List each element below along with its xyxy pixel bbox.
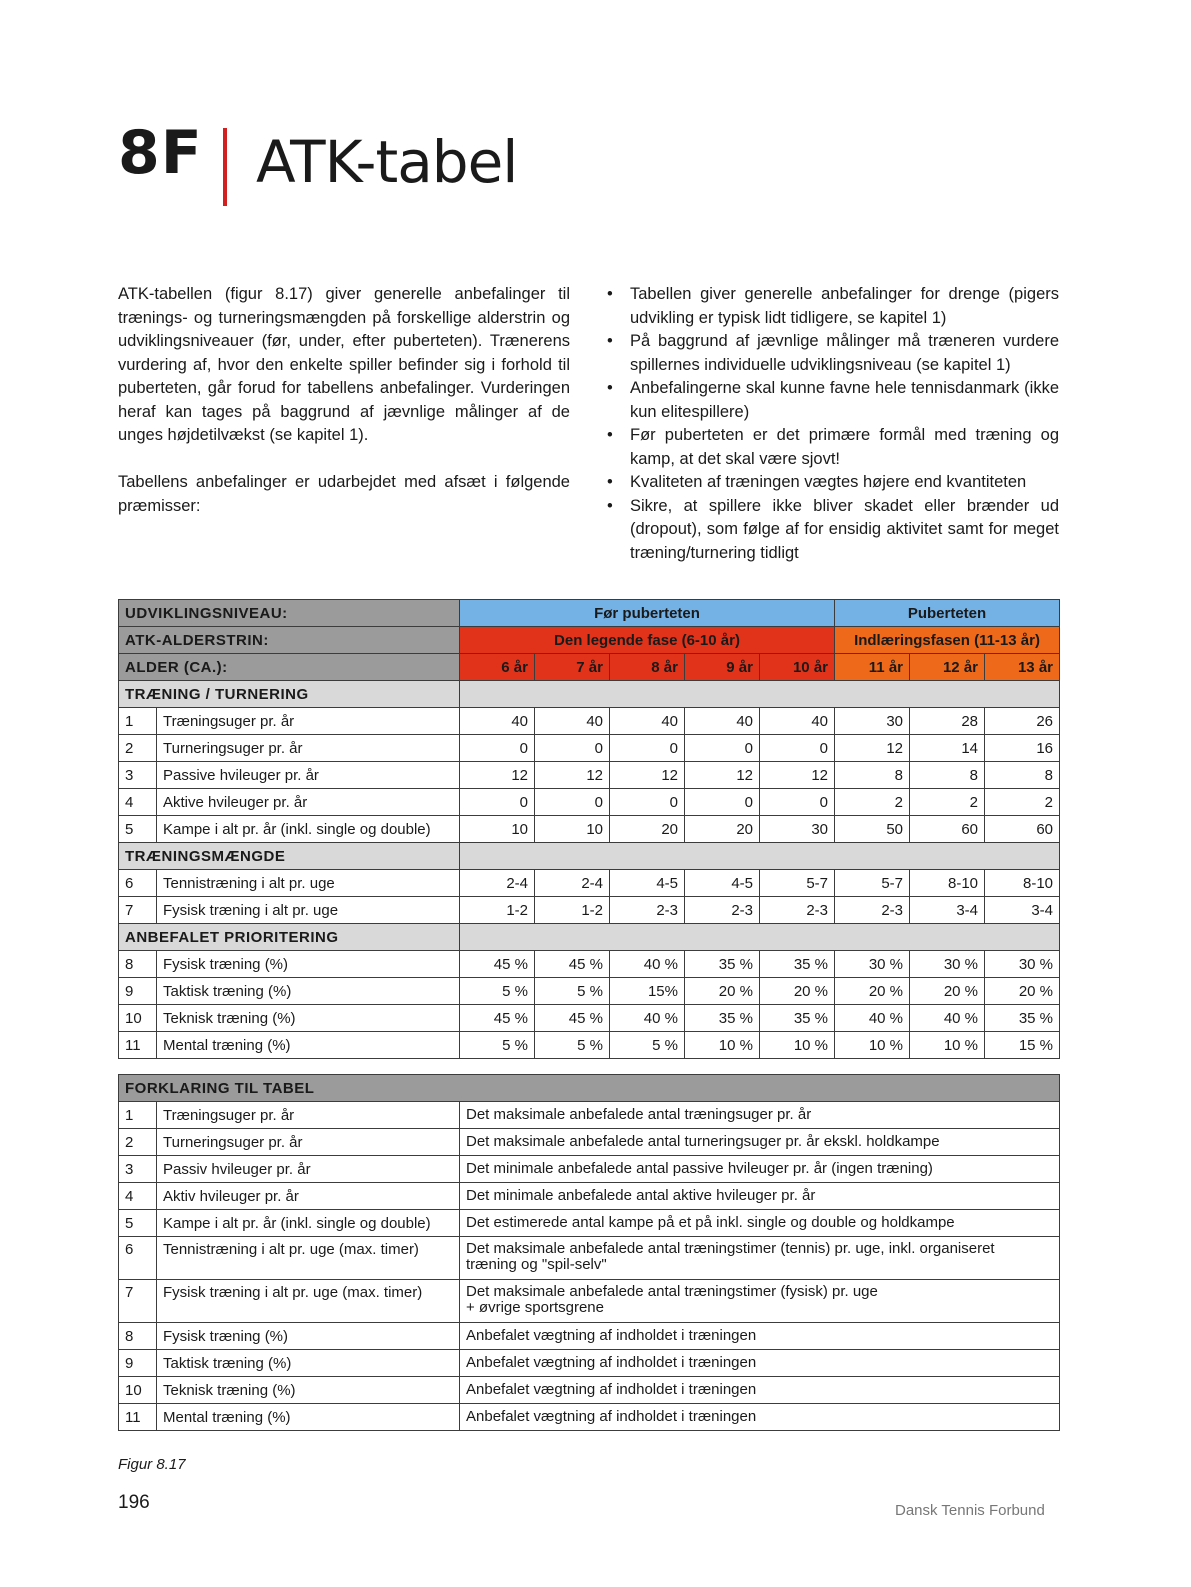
row-number: 9 [119,978,157,1005]
row-number: 2 [119,735,157,762]
section-row [119,681,1060,708]
premise-item: • Tabellen giver generelle anbefalinger for drenge (pigers udvikling er typisk lidt tidligere, se kapitel 1) [607,283,1059,330]
value-cell: 20 % [760,978,835,1005]
legend-desc-line: + øvrige sportsgrene [466,1299,604,1316]
legend-desc-line: Det minimale anbefalede antal aktive hvileuger pr. år [466,1187,816,1204]
stage-row [119,627,1060,654]
table-row [119,708,1060,735]
legend-label: Træningsuger pr. år [157,1102,460,1129]
legend-row [119,1404,1060,1431]
value-cell: 20 [685,816,760,843]
row-label: Teknisk træning (%) [157,1005,460,1032]
value-cell: 45 % [460,1005,535,1032]
value-cell: 10 % [685,1032,760,1059]
value-cell: 30 % [835,951,910,978]
legend-row [119,1377,1060,1404]
legend-label: Turneringsuger pr. år [157,1129,460,1156]
row-label: Kampe i alt pr. år (inkl. single og double) [157,816,460,843]
value-cell: 0 [460,789,535,816]
premise-item: • På baggrund af jævnlige målinger må træneren vurdere spillernes individuelle udviklingsniveau (se kapitel 1) [607,330,1059,377]
value-cell: 2-3 [760,897,835,924]
age-header: 7 år [535,654,610,681]
legend-description [460,1280,1060,1323]
value-cell: 0 [610,735,685,762]
row-label: Tennistræning i alt pr. uge [157,870,460,897]
legend-label: Teknisk træning (%) [157,1377,460,1404]
legend-row [119,1280,1060,1323]
section-fill [460,843,1060,870]
legend-row [119,1129,1060,1156]
legend-desc-line: Det maksimale anbefalede antal træningstimer (tennis) pr. uge, inkl. organiseret [466,1240,995,1257]
value-cell: 0 [460,735,535,762]
row-label: Fysisk træning (%) [157,951,460,978]
legend-number: 5 [119,1210,157,1237]
value-cell: 3-4 [910,897,985,924]
legend-row [119,1350,1060,1377]
value-cell: 4-5 [610,870,685,897]
age-header: 10 år [760,654,835,681]
value-cell: 2-4 [535,870,610,897]
page-number: 196 [118,1492,150,1513]
legend-row [119,1102,1060,1129]
legend-label: Mental træning (%) [157,1404,460,1431]
age-header: 6 år [460,654,535,681]
row-number: 3 [119,762,157,789]
value-cell: 5 % [535,978,610,1005]
stage-playful: Den legende fase (6-10 år) [460,627,835,654]
stage-label: ATK-ALDERSTRIN: [119,627,460,654]
level-label: UDVIKLINGSNIVEAU: [119,600,460,627]
table-row [119,816,1060,843]
value-cell: 0 [685,789,760,816]
value-cell: 10 [460,816,535,843]
page-title: ATK-tabel [256,128,518,196]
value-cell: 8-10 [985,870,1060,897]
value-cell: 12 [535,762,610,789]
value-cell: 14 [910,735,985,762]
value-cell: 15 % [985,1032,1060,1059]
value-cell: 50 [835,816,910,843]
legend-description [460,1102,1060,1129]
table-row [119,1032,1060,1059]
legend-table [118,1074,1060,1431]
value-cell: 30 [835,708,910,735]
value-cell: 2 [985,789,1060,816]
value-cell: 35 % [685,1005,760,1032]
age-header: 8 år [610,654,685,681]
legend-row [119,1183,1060,1210]
row-number: 7 [119,897,157,924]
group-pre-puberty: Før puberteten [460,600,835,627]
legend-description [460,1404,1060,1431]
value-cell: 12 [685,762,760,789]
value-cell: 26 [985,708,1060,735]
value-cell: 10 % [910,1032,985,1059]
legend-header-row [119,1075,1060,1102]
premise-item: • Før puberteten er det primære formål med træning og kamp, at det skal være sjovt! [607,424,1059,471]
row-number: 4 [119,789,157,816]
intro-paragraph: ATK-tabellen (figur 8.17) giver generelle anbefalinger til trænings- og turneringsmængden på forskellige alderstrin og udviklingsniveauer (før, under, efter puberteten). Trænerens vurdering af, hvor den enkelte spiller befinder sig i forhold til puberteten, går forud for tabellens anbefalinger. Vurderingen heraf kan tages på baggrund af jævnlige målinger af de unges højdetilvækst (se kapitel 1). [118,285,570,444]
legend-number: 2 [119,1129,157,1156]
table-row [119,1005,1060,1032]
value-cell: 10 % [835,1032,910,1059]
value-cell: 40 % [610,1005,685,1032]
value-cell: 30 % [985,951,1060,978]
value-cell: 60 [910,816,985,843]
legend-desc-line: Anbefalet vægtning af indholdet i træningen [466,1327,757,1344]
legend-description [460,1183,1060,1210]
chapter-divider [223,128,227,206]
value-cell: 45 % [460,951,535,978]
value-cell: 40 [685,708,760,735]
stage-learning: Indlæringsfasen (11-13 år) [835,627,1060,654]
section-title: ANBEFALET PRIORITERING [119,924,460,951]
legend-label: Aktiv hvileuger pr. år [157,1183,460,1210]
legend-description [460,1323,1060,1350]
value-cell: 8-10 [910,870,985,897]
value-cell: 8 [910,762,985,789]
value-cell: 35 % [760,951,835,978]
legend-number: 8 [119,1323,157,1350]
row-label: Turneringsuger pr. år [157,735,460,762]
value-cell: 2-3 [685,897,760,924]
value-cell: 5 % [535,1032,610,1059]
value-cell: 40 [460,708,535,735]
row-number: 6 [119,870,157,897]
legend-label: Taktisk træning (%) [157,1350,460,1377]
legend-number: 3 [119,1156,157,1183]
section-fill [460,924,1060,951]
value-cell: 20 % [910,978,985,1005]
value-cell: 8 [835,762,910,789]
value-cell: 12 [460,762,535,789]
legend-number: 10 [119,1377,157,1404]
value-cell: 40 [760,708,835,735]
age-header: 13 år [985,654,1060,681]
legend-number: 4 [119,1183,157,1210]
atk-table-body [119,600,1060,1059]
age-row [119,654,1060,681]
value-cell: 35 % [685,951,760,978]
legend-number: 7 [119,1280,157,1323]
table-row [119,735,1060,762]
value-cell: 0 [610,789,685,816]
legend-desc-line: træning og "spil-selv" [466,1256,607,1273]
premise-item: • Kvaliteten af træningen vægtes højere end kvantiteten [607,471,1059,495]
age-label: ALDER (CA.): [119,654,460,681]
value-cell: 0 [535,735,610,762]
table-row [119,897,1060,924]
value-cell: 5 % [460,1032,535,1059]
row-label: Fysisk træning i alt pr. uge [157,897,460,924]
legend-number: 6 [119,1237,157,1280]
value-cell: 1-2 [535,897,610,924]
figure-caption: Figur 8.17 [118,1456,186,1473]
legend-row [119,1237,1060,1280]
row-label: Mental træning (%) [157,1032,460,1059]
value-cell: 8 [985,762,1060,789]
value-cell: 40 % [910,1005,985,1032]
footer-brand: Dansk Tennis Forbund [895,1502,1045,1519]
value-cell: 12 [760,762,835,789]
legend-row [119,1323,1060,1350]
legend-description [460,1210,1060,1237]
row-number: 1 [119,708,157,735]
section-fill [460,681,1060,708]
legend-label: Fysisk træning (%) [157,1323,460,1350]
legend-description [460,1237,1060,1280]
legend-description [460,1350,1060,1377]
value-cell: 2-3 [835,897,910,924]
legend-number: 1 [119,1102,157,1129]
section-title: TRÆNING / TURNERING [119,681,460,708]
group-puberty: Puberteten [835,600,1060,627]
row-label: Aktive hvileuger pr. år [157,789,460,816]
chapter-number: 8F [118,118,203,188]
value-cell: 0 [760,789,835,816]
value-cell: 40 [535,708,610,735]
legend-desc-line: Det estimerede antal kampe på et på inkl. single og double og holdkampe [466,1214,955,1231]
row-label: Træningsuger pr. år [157,708,460,735]
legend-desc-line: Det minimale anbefalede antal passive hvileuger pr. år (ingen træning) [466,1160,933,1177]
value-cell: 10 [535,816,610,843]
table-row [119,789,1060,816]
row-number: 5 [119,816,157,843]
age-header: 9 år [685,654,760,681]
value-cell: 3-4 [985,897,1060,924]
value-cell: 5 % [610,1032,685,1059]
value-cell: 35 % [985,1005,1060,1032]
premise-item: • Sikre, at spillere ikke bliver skadet eller brænder ud (dropout), som følge af for ensidig aktivitet samt for meget træning/turnering tidligt [607,495,1059,566]
section-row [119,924,1060,951]
value-cell: 45 % [535,1005,610,1032]
section-row [119,843,1060,870]
value-cell: 30 [760,816,835,843]
row-number: 8 [119,951,157,978]
value-cell: 5 % [460,978,535,1005]
value-cell: 20 % [685,978,760,1005]
legend-title: FORKLARING TIL TABEL [119,1075,1060,1102]
value-cell: 45 % [535,951,610,978]
value-cell: 0 [685,735,760,762]
legend-table-body [119,1075,1060,1431]
legend-row [119,1210,1060,1237]
legend-label: Tennistræning i alt pr. uge (max. timer) [157,1237,460,1280]
value-cell: 28 [910,708,985,735]
table-row [119,762,1060,789]
value-cell: 20 [610,816,685,843]
value-cell: 60 [985,816,1060,843]
legend-description [460,1156,1060,1183]
value-cell: 12 [610,762,685,789]
age-header: 11 år [835,654,910,681]
legend-desc-line: Det maksimale anbefalede antal turneringsuger pr. år ekskl. holdkampe [466,1133,940,1150]
legend-label: Passiv hvileuger pr. år [157,1156,460,1183]
value-cell: 40 % [610,951,685,978]
value-cell: 30 % [910,951,985,978]
row-number: 10 [119,1005,157,1032]
legend-description [460,1377,1060,1404]
value-cell: 40 [610,708,685,735]
section-title: TRÆNINGSMÆNGDE [119,843,460,870]
value-cell: 12 [835,735,910,762]
value-cell: 5-7 [835,870,910,897]
legend-desc-line: Anbefalet vægtning af indholdet i træningen [466,1381,757,1398]
legend-row [119,1156,1060,1183]
legend-desc-line: Anbefalet vægtning af indholdet i træningen [466,1354,757,1371]
intro-left-column [118,283,570,542]
legend-desc-line: Det maksimale anbefalede antal træningstimer (fysisk) pr. uge [466,1283,878,1300]
legend-number: 11 [119,1404,157,1431]
row-label: Taktisk træning (%) [157,978,460,1005]
legend-label: Kampe i alt pr. år (inkl. single og double) [157,1210,460,1237]
intro-paragraph: Tabellens anbefalinger er udarbejdet med afsæt i følgende præmisser: [118,473,570,515]
value-cell: 0 [535,789,610,816]
value-cell: 2-4 [460,870,535,897]
value-cell: 35 % [760,1005,835,1032]
value-cell: 5-7 [760,870,835,897]
value-cell: 20 % [835,978,910,1005]
value-cell: 20 % [985,978,1060,1005]
value-cell: 16 [985,735,1060,762]
row-number: 11 [119,1032,157,1059]
value-cell: 4-5 [685,870,760,897]
value-cell: 2 [835,789,910,816]
age-header: 12 år [910,654,985,681]
value-cell: 40 % [835,1005,910,1032]
legend-label: Fysisk træning i alt pr. uge (max. timer) [157,1280,460,1323]
legend-number: 9 [119,1350,157,1377]
value-cell: 0 [760,735,835,762]
legend-desc-line: Anbefalet vægtning af indholdet i træningen [466,1408,757,1425]
premise-item: • Anbefalingerne skal kunne favne hele tennisdanmark (ikke kun elitespillere) [607,377,1059,424]
atk-table [118,599,1060,1059]
premise-list [607,283,1059,565]
value-cell: 10 % [760,1032,835,1059]
value-cell: 1-2 [460,897,535,924]
table-row [119,978,1060,1005]
table-row [119,951,1060,978]
table-row [119,870,1060,897]
level-row [119,600,1060,627]
legend-description [460,1129,1060,1156]
row-label: Passive hvileuger pr. år [157,762,460,789]
legend-desc-line: Det maksimale anbefalede antal træningsuger pr. år [466,1106,812,1123]
value-cell: 2 [910,789,985,816]
value-cell: 2-3 [610,897,685,924]
value-cell: 15% [610,978,685,1005]
